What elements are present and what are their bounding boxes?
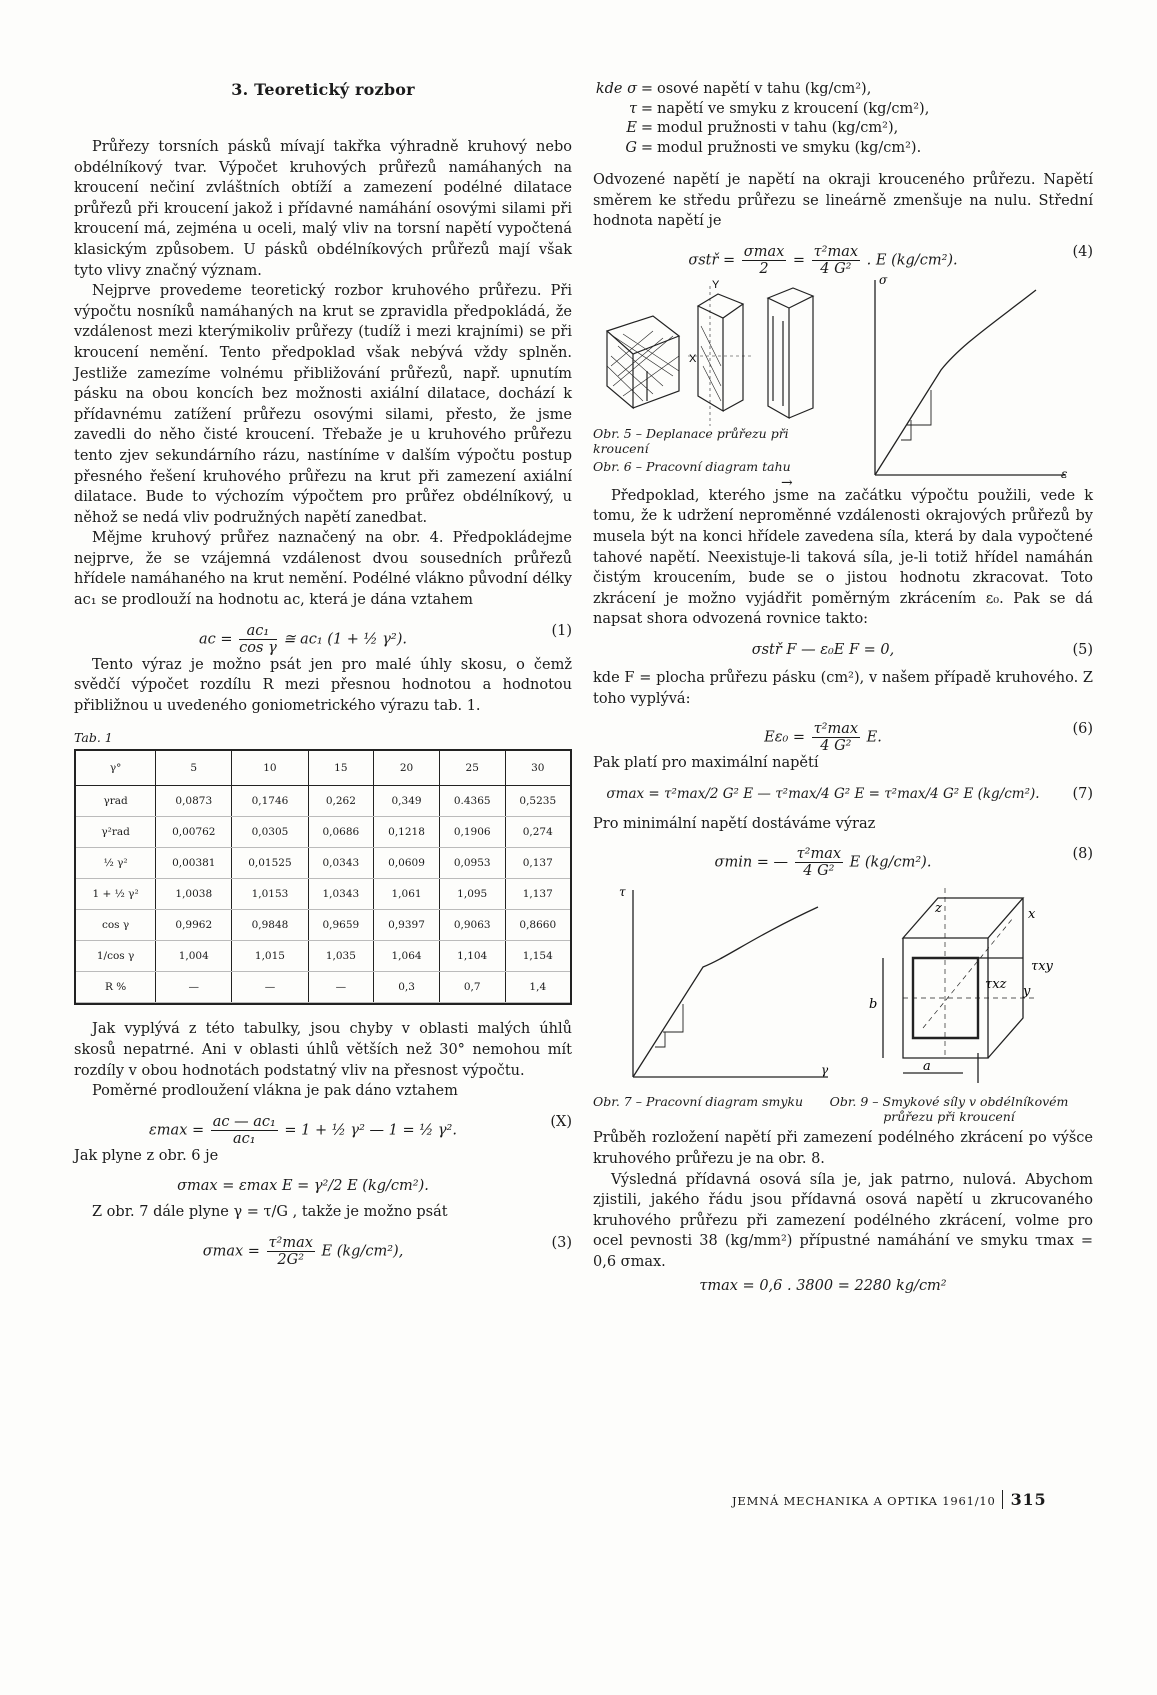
paragraph: Mějme kruhový průřez naznačený na obr. 4. Předpokládejme nejprve, že se vzájemná vzdálenost dvou sousedních průřezů hřídele namáhaného na krut nemění. Podélné vlákno původní délky ac₁ se prodlouží na hodnotu ac, která je dána vztahem [74, 530, 572, 609]
equation-number: (7) [1072, 785, 1093, 802]
eq-equals: = [792, 252, 806, 269]
eq-numerator: σmax [743, 243, 785, 260]
table-cell: 0,3 [374, 972, 440, 1003]
arrow-glyph: → [781, 474, 793, 491]
axis-label-y: y [1023, 984, 1031, 1000]
page-number: 315 [1002, 1490, 1047, 1509]
axis-label-x: X [689, 352, 697, 365]
definition-equals: = [640, 81, 654, 97]
definition-text: napětí ve smyku z kroucení (kg/cm²), [657, 100, 930, 117]
table-cell: 0,9063 [439, 910, 505, 941]
table-cell: R % [76, 972, 156, 1003]
eq-rhs: = 1 + ½ γ² — 1 = ½ γ². [284, 1122, 457, 1139]
figure-9-caption: Obr. 9 – Smykové síly v obdélníkovém průřezu při kroucení [829, 1094, 1069, 1125]
equation-2 [74, 1166, 572, 1202]
eq-lhs: ac = [199, 631, 233, 648]
table-cell: 0,5235 [505, 786, 570, 817]
definition-symbol: E [626, 120, 637, 136]
axis-label-y: Y [712, 278, 720, 291]
paragraph: Předpoklad, kterého jsme na začátku výpočtu použili, vede k tomu, že k udržení neproměnné vzdálenosti okrajových průřezů by musela být na konci hřídele zavedena síla, která by dala vypočtené tahové napětí. Neexistuje-li taková síla, je-li totiž hřídel namáhán čistým kroucením, bude se o jistou hodnotu zkracovat. Toto zkrácení je možno vyjádřit poměrným zkrácením ε₀. Pak se dá napsat shora odvozená rovnice takto: [593, 487, 1093, 628]
axis-label-tau: τ [619, 885, 626, 900]
dimension-a: a [923, 1059, 931, 1075]
table-cell: γrad [76, 786, 156, 817]
eq-text: σstř F — ε₀E F = 0, [751, 641, 895, 658]
eq-denominator: 2 [759, 260, 769, 277]
definition-row [593, 80, 1093, 100]
eq-lhs: σstř = [688, 252, 736, 269]
paragraph: Průřezy torsních pásků mívají takřka výhradně kruhový nebo obdélníkový tvar. Výpočet kruhových průřezů namáhaných na kroucení nečiní zvláštních obtíží a zamezení podélné dilatace průřezů při kroucení jakož i přídavné namáhání osovými silami při kroucení má, zejména u oceli, malý vliv na torsní napětí vypočtená klasickým způsobem. U pásků obdélníkových průřezů mají však tyto vlivy značný význam. [74, 139, 572, 279]
table-cell: γ° [76, 751, 156, 786]
section-title: 3. Teoretický rozbor [231, 80, 415, 99]
table-cell: 1,4 [505, 972, 570, 1003]
paragraph: Jak vyplývá z této tabulky, jsou chyby v oblasti malých úhlů skosů nepatrné. Ani v oblasti úhlů větších než 30° nemohou mít rozdíly v obou hodnotách podstatný vliv na přesnost výpočtu. [74, 1021, 572, 1079]
equation-9 [593, 1272, 1093, 1300]
definition-row [593, 139, 1093, 159]
table-cell: 0,1746 [232, 786, 308, 817]
table-cell: 1,154 [505, 941, 570, 972]
equation-number: (X) [550, 1113, 572, 1130]
eq-denominator: ac₁ [232, 1130, 256, 1147]
table-cell: 1 + ½ γ² [76, 879, 156, 910]
table-cell: 0,0873 [156, 786, 232, 817]
table-cell: 0,0686 [308, 817, 374, 848]
page-footer [732, 1490, 1046, 1509]
paragraph: Odvozené napětí je napětí na okraji krouceného průřezu. Napětí směrem ke středu průřezu se lineárně zmenšuje na nulu. Střední hodnota napětí je [593, 172, 1093, 230]
eq-denominator: 4 G² [820, 260, 852, 277]
table-cell: 1,061 [374, 879, 440, 910]
equation-5 [593, 630, 1093, 668]
eq-rhs: ≅ ac₁ (1 + ½ γ²). [283, 631, 407, 648]
eq-fraction [812, 244, 860, 277]
table-grid [76, 751, 570, 1003]
eq-rhs: E (kg/cm²). [849, 854, 932, 871]
eq-fraction [742, 244, 786, 277]
paragraph: Výsledná přídavná osová síla je, jak patrno, nulová. Abychom zjistili, jakého řádu jsou přídavná osová napětí u zkrucovaného kruhového průřezu při zamezení podélného zkrácení, volme pro ocel pevnosti 38 (kg/mm²) přípustné namáhání ve smyku τmax = 0,6 σmax. [593, 1171, 1093, 1270]
axis-label-epsilon: ε [1061, 466, 1068, 480]
paragraph: Pak platí pro maximální napětí [593, 755, 819, 772]
table-cell: 0,349 [374, 786, 440, 817]
table-cell: 1,0038 [156, 879, 232, 910]
eq-numerator: ac₁ [239, 623, 277, 640]
table-cell: 1,0153 [232, 879, 308, 910]
eq-fraction [239, 623, 277, 656]
table-cell: γ²rad [76, 817, 156, 848]
table-cell: 1,0343 [308, 879, 374, 910]
eq-numerator: τ²max [796, 846, 842, 863]
figures-5-6 [593, 272, 1093, 491]
equation-1 [74, 611, 572, 655]
table-cell: 0,0305 [232, 817, 308, 848]
eq-lhs: σmax = [202, 1243, 260, 1260]
eq-numerator: τ²max [268, 1235, 313, 1251]
table-cell: 1,035 [308, 941, 374, 972]
eq-fraction [211, 1114, 278, 1147]
table-cell: 0,0609 [374, 848, 440, 879]
paragraph: Tento výraz je možno psát jen pro malé úhly skosu, o čemž svědčí výpočet rozdílu R mezi přesnou hodnotou a hodnotou přibližnou u uvedeného goniometrického výrazu tab. 1. [74, 656, 572, 714]
eq-fraction [795, 846, 843, 879]
table-cell: 20 [374, 751, 440, 786]
definition-symbol: kde σ [595, 81, 637, 97]
eq-lhs: Eε₀ = [764, 729, 806, 746]
eq-denominator: 4 G² [820, 738, 852, 755]
table-cell: 25 [439, 751, 505, 786]
table-cell: 0,01525 [232, 848, 308, 879]
table-row [76, 751, 570, 786]
table-cell: 1,015 [232, 941, 308, 972]
paragraph: kde F = plocha průřezu pásku (cm²), v našem případě kruhového. Z toho vyplývá: [593, 669, 1093, 707]
eq-rhs: . E (kg/cm²). [866, 252, 958, 269]
paragraph: Pro minimální napětí dostáváme výraz [593, 815, 876, 832]
table-cell: 0,00762 [156, 817, 232, 848]
equation-8 [593, 834, 1093, 878]
table-cell: — [308, 972, 374, 1003]
paragraph: Jak plyne z obr. 6 je [74, 1147, 219, 1164]
paragraph: Poměrné prodloužení vlákna je pak dáno vztahem [92, 1083, 458, 1100]
table-row [76, 786, 570, 817]
table-cell: 0,8660 [505, 910, 570, 941]
table-cell: 1,104 [439, 941, 505, 972]
table-cell: ½ γ² [76, 848, 156, 879]
definition-equals: = [640, 100, 654, 117]
eq-text: σmax = τ²max/2 G² E — τ²max/4 G² E = τ²max/4 G² E (kg/cm²). [606, 785, 1040, 802]
definition-symbol: G [625, 139, 637, 156]
table-cell: 0,7 [439, 972, 505, 1003]
table-cell: 0,9962 [156, 910, 232, 941]
table-cell: 1,004 [156, 941, 232, 972]
table-cell: 0,0953 [439, 848, 505, 879]
table-cell: 0,9659 [308, 910, 374, 941]
definition-text: modul pružnosti v tahu (kg/cm²), [657, 120, 899, 136]
table-cell: 0,9397 [374, 910, 440, 941]
table-cell: 1,095 [439, 879, 505, 910]
figure-6-caption: Obr. 6 – Pracovní diagram tahu [593, 458, 791, 474]
table-cell: 0,274 [505, 817, 570, 848]
label-tau-xy: τxy [1031, 959, 1053, 975]
table-cell: 5 [156, 751, 232, 786]
axis-label-z: z [935, 901, 942, 917]
figure-7-caption: Obr. 7 – Pracovní diagram smyku [593, 1094, 804, 1110]
equation-number: (3) [551, 1235, 572, 1251]
table-cell: 1,064 [374, 941, 440, 972]
eq-denominator: 2G² [277, 1252, 305, 1268]
table-row [76, 941, 570, 972]
table-cell: 1,137 [505, 879, 570, 910]
definition-equals: = [640, 139, 654, 156]
eq-denominator: cos γ [239, 639, 277, 656]
table-row [76, 817, 570, 848]
table-row [76, 879, 570, 910]
equation-x [74, 1102, 572, 1146]
table-row [76, 972, 570, 1003]
equation-3 [74, 1223, 572, 1267]
label-tau-xz: τxz [985, 977, 1007, 993]
definition-row [593, 119, 1093, 139]
eq-text: σmax = εmax E = γ²/2 E (kg/cm²). [177, 1178, 429, 1195]
figure-6-tension-diagram [861, 270, 1081, 480]
axis-label-x: x [1028, 907, 1036, 923]
dimension-b: b [869, 997, 878, 1013]
table-cell: 0,0343 [308, 848, 374, 879]
figure-5-caption: Obr. 5 – Deplanace průřezu při kroucení [593, 425, 789, 456]
table-cell: 10 [232, 751, 308, 786]
eq-lhs: σmin = — [714, 854, 789, 871]
eq-rhs: E. [866, 729, 882, 746]
table-cell: 0,1906 [439, 817, 505, 848]
table-cell: — [156, 972, 232, 1003]
eq-numerator: ac — ac₁ [212, 1113, 276, 1130]
paragraph: Nejprve provedeme teoretický rozbor kruhového průřezu. Při výpočtu nosníků namáhaných na krut se zpravidla předpokládá, že vzdálenost mezi kterýmikoliv průřezy (tudíž i mezi krajními) se při kroucení nemění. Tento předpoklad však nebývá vždy splněn. Jestliže zamezíme volnému přibližování průřezů, např. upnutím pásku na obou koncích bez možnosti axiální dilatace, dochází k přídavnému zatížení průřezu osovými silami, přesto, že jsme zavedli do něho čisté kroucení. Třebaže je u kruhového průřezu tento zjev sekundárního rázu, nastíníme v dalším výpočtu postup přesného řešení kruhového průřezu na krut při zamezení axiální dilatace. Bude to výchozím výpočtem pro průřez obdélníkový, u něhož se nedá vliv podružných napětí zanedbat. [74, 283, 572, 526]
eq-fraction [267, 1235, 315, 1268]
eq-denominator: 4 G² [803, 863, 835, 880]
figure-9-shear-forces [863, 878, 1093, 1088]
table-row [76, 848, 570, 879]
table-1 [74, 749, 572, 1005]
table-cell: 0,9848 [232, 910, 308, 941]
equation-number: (1) [551, 622, 572, 639]
definition-symbol: τ [628, 100, 637, 117]
table-row [76, 910, 570, 941]
table-cell: 0.4365 [439, 786, 505, 817]
equation-6 [593, 709, 1093, 753]
table-cell: 0,00381 [156, 848, 232, 879]
eq-rhs: E (kg/cm²), [321, 1243, 404, 1260]
table-cell: cos γ [76, 910, 156, 941]
right-column [593, 80, 1093, 1300]
table-cell: 0,262 [308, 786, 374, 817]
definition-text: modul pružnosti ve smyku (kg/cm²). [657, 139, 922, 156]
table-label: Tab. 1 [74, 730, 113, 746]
axis-label-gamma: γ [821, 1063, 829, 1078]
table-cell: 0,137 [505, 848, 570, 879]
table-cell: 30 [505, 751, 570, 786]
eq-lhs: εmax = [149, 1122, 205, 1139]
equation-7 [593, 774, 1093, 814]
eq-numerator: τ²max [813, 243, 859, 260]
paragraph: Průběh rozložení napětí při zamezení podélného zkrácení po výšce kruhového průřezu je na obr. 8. [593, 1130, 1093, 1167]
definition-equals: = [640, 120, 654, 136]
table-cell: — [232, 972, 308, 1003]
table-cell: 0,1218 [374, 817, 440, 848]
eq-fraction [812, 721, 860, 754]
equation-number: (6) [1072, 721, 1093, 738]
table-cell: 1/cos γ [76, 941, 156, 972]
figure-7-shear-diagram [603, 882, 833, 1082]
journal-name: JEMNÁ MECHANIKA A OPTIKA 1961/10 [732, 1494, 996, 1508]
left-column [74, 80, 572, 1267]
figures-7-9 [593, 878, 1093, 1128]
equation-number: (5) [1072, 641, 1093, 658]
definition-row [593, 100, 1093, 120]
eq-text: τmax = 0,6 . 3800 = 2280 kg/cm² [699, 1278, 947, 1295]
equation-number: (8) [1072, 846, 1093, 863]
equation-number: (4) [1072, 243, 1093, 260]
eq-numerator: τ²max [813, 721, 859, 738]
table-cell: 15 [308, 751, 374, 786]
definition-text: osové napětí v tahu (kg/cm²), [657, 81, 872, 97]
paragraph: Z obr. 7 dále plyne γ = τ/G , takže je možno psát [92, 1204, 448, 1221]
axis-label-sigma: σ [879, 272, 888, 287]
symbol-definitions [593, 80, 1093, 158]
